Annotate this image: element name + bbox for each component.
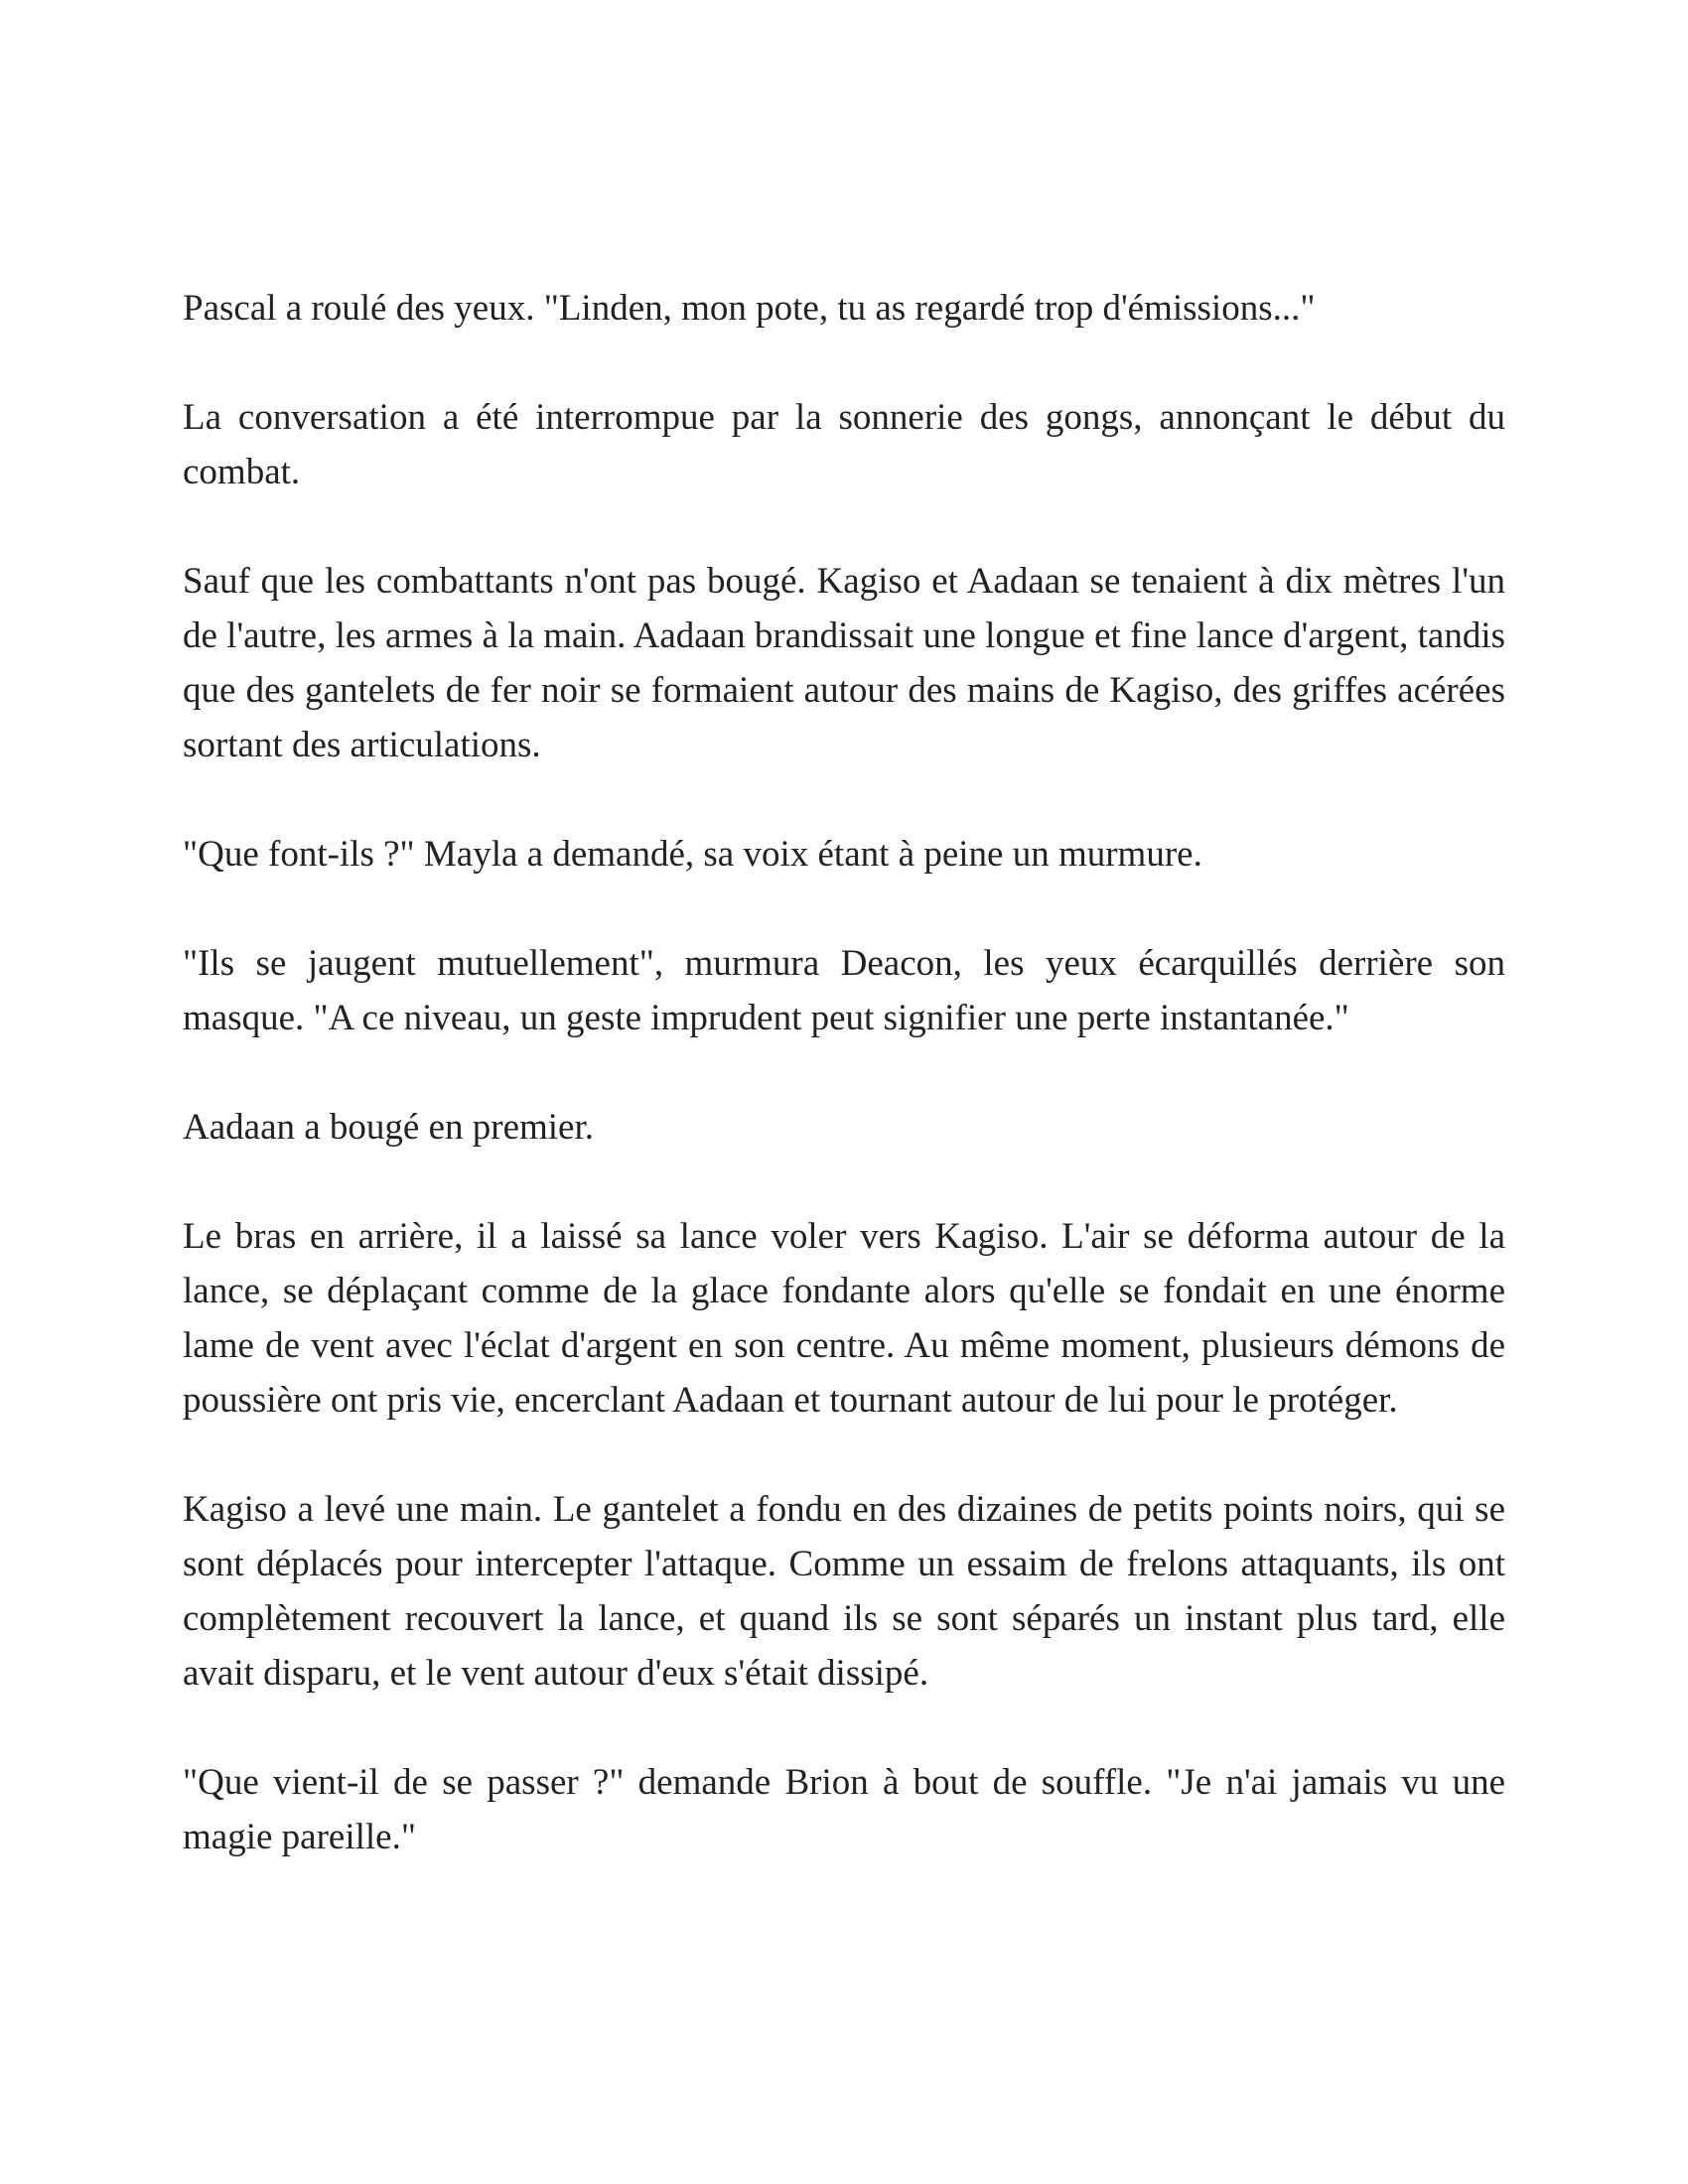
paragraph: Kagiso a levé une main. Le gantelet a fondu en des dizaines de petits points noirs, qui se sont déplacés pour intercepter l'attaque. Comme un essaim de frelons attaquants, ils ont complètement recouvert la lance, et quand ils se sont séparés un instant plus tard, elle avait disparu, et le vent autour d'eux s'était dissipé. — [183, 1489, 1505, 1694]
paragraph: La conversation a été interrompue par la sonnerie des gongs, annonçant le début du combat. — [183, 397, 1505, 492]
paragraph: "Que font-ils ?" Mayla a demandé, sa voix étant à peine un murmure. — [183, 834, 1202, 875]
paragraph: Aadaan a bougé en premier. — [183, 1107, 595, 1148]
document-body — [183, 281, 1505, 1864]
paragraph: Le bras en arrière, il a laissé sa lance voler vers Kagiso. L'air se déforma autour de la lance, se déplaçant comme de la glace fondante alors qu'elle se fondait en une énorme lame de vent avec l'éclat d'argent en son centre. Au même moment, plusieurs démons de poussière ont pris vie, encerclant Aadaan et tournant autour de lui pour le protéger. — [183, 1216, 1505, 1421]
paragraph: "Que vient-il de se passer ?" demande Brion à bout de souffle. "Je n'ai jamais vu une magie pareille." — [183, 1762, 1505, 1857]
paragraph: Sauf que les combattants n'ont pas bougé. Kagiso et Aadaan se tenaient à dix mètres l'un de l'autre, les armes à la main. Aadaan brandissait une longue et fine lance d'argent, tandis que des gantelets de fer noir se formaient autour des mains de Kagiso, des griffes acérées sortant des articulations. — [183, 561, 1505, 765]
paragraph: Pascal a roulé des yeux. "Linden, mon pote, tu as regardé trop d'émissions..." — [183, 288, 1316, 329]
paragraph: "Ils se jaugent mutuellement", murmura Deacon, les yeux écarquillés derrière son masque. "A ce niveau, un geste imprudent peut signifier une perte instantanée." — [183, 943, 1505, 1038]
